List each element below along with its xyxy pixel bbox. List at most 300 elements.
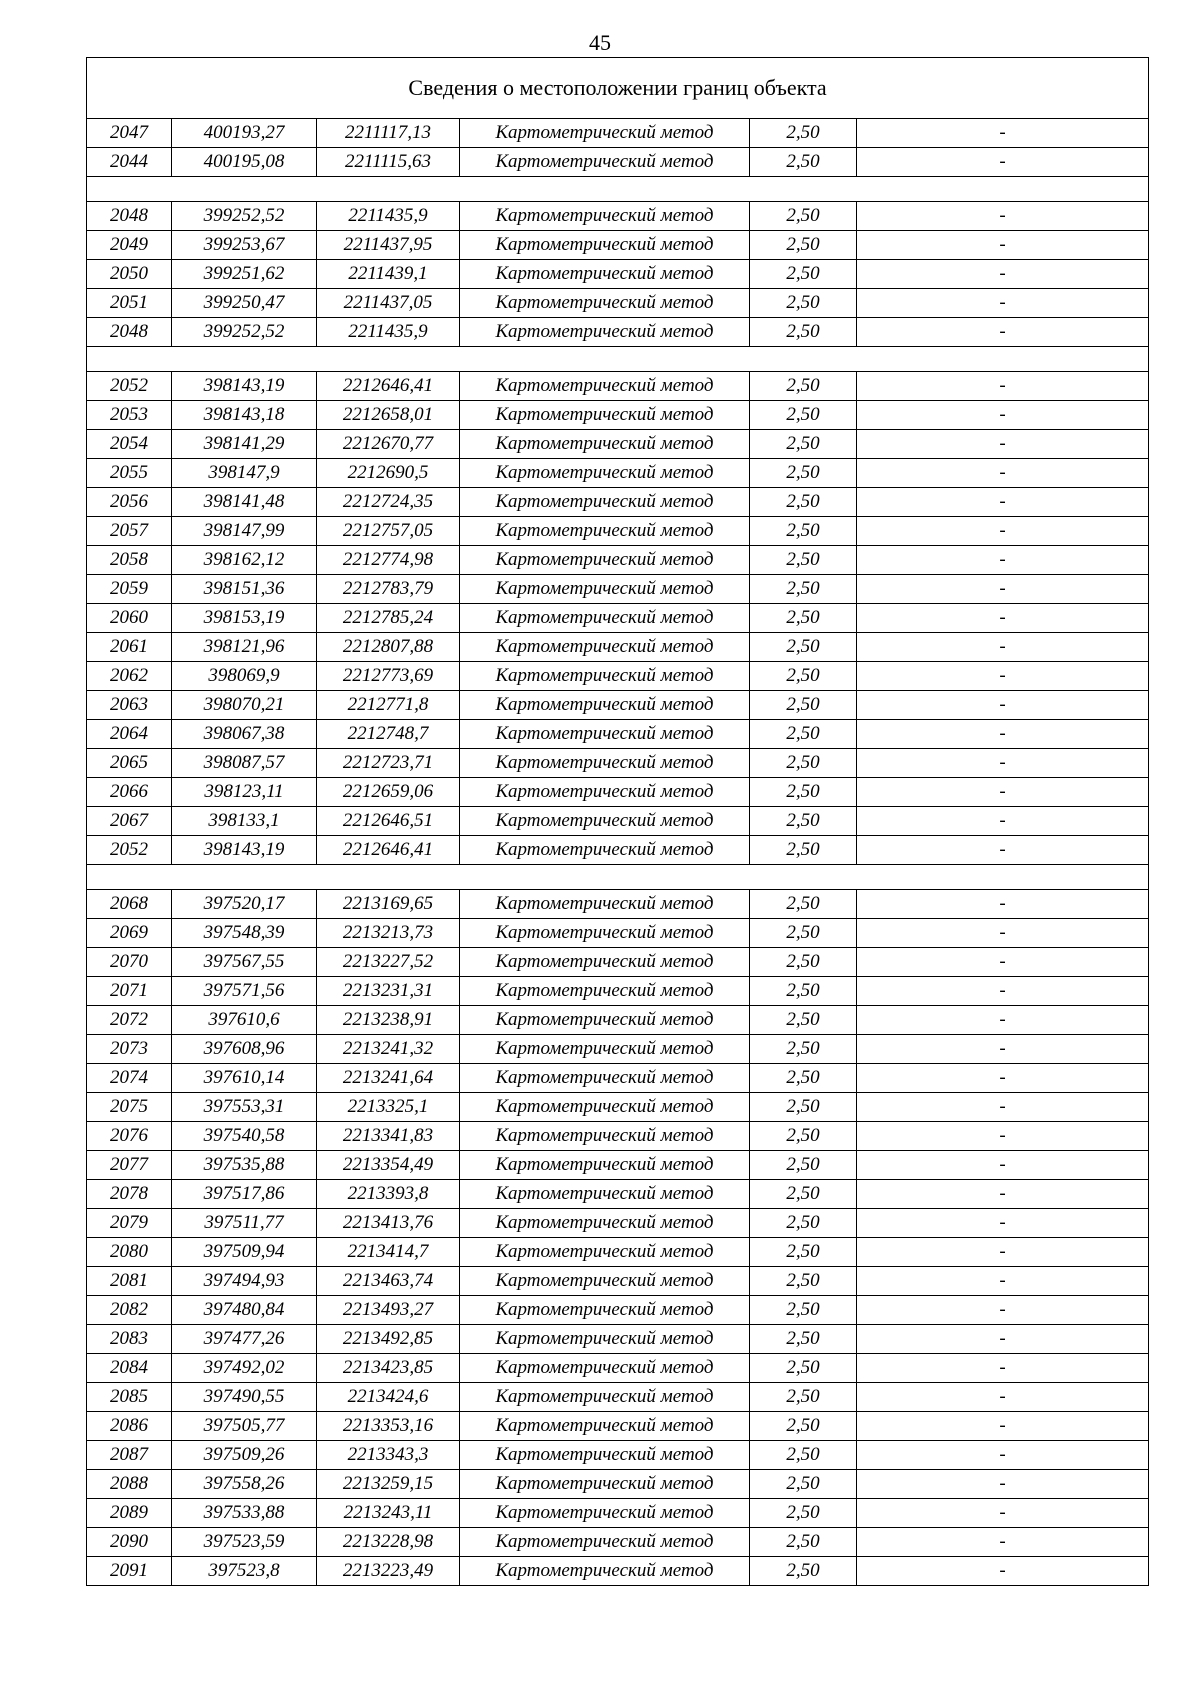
method-cell: Картометрический метод <box>460 1470 750 1499</box>
description-cell: - <box>857 749 1149 778</box>
accuracy-cell: 2,50 <box>750 1064 857 1093</box>
point-number-cell: 2080 <box>87 1238 172 1267</box>
table-row <box>87 260 1149 289</box>
method-cell: Картометрический метод <box>460 1209 750 1238</box>
point-number-cell: 2047 <box>87 119 172 148</box>
x-coordinate-cell: 398133,1 <box>172 807 317 836</box>
table-row <box>87 1180 1149 1209</box>
y-coordinate-cell: 2211437,95 <box>317 231 460 260</box>
y-coordinate-cell: 2211435,9 <box>317 318 460 347</box>
description-cell: - <box>857 1557 1149 1586</box>
table-row <box>87 546 1149 575</box>
point-number-cell: 2050 <box>87 260 172 289</box>
method-cell: Картометрический метод <box>460 1412 750 1441</box>
accuracy-cell: 2,50 <box>750 1093 857 1122</box>
method-cell: Картометрический метод <box>460 1006 750 1035</box>
point-number-cell: 2053 <box>87 401 172 430</box>
x-coordinate-cell: 397509,94 <box>172 1238 317 1267</box>
group-separator-row <box>87 347 1149 372</box>
x-coordinate-cell: 400195,08 <box>172 148 317 177</box>
y-coordinate-cell: 2212773,69 <box>317 662 460 691</box>
y-coordinate-cell: 2212646,51 <box>317 807 460 836</box>
y-coordinate-cell: 2213243,11 <box>317 1499 460 1528</box>
table-row <box>87 1296 1149 1325</box>
accuracy-cell: 2,50 <box>750 807 857 836</box>
accuracy-cell: 2,50 <box>750 633 857 662</box>
description-cell: - <box>857 1528 1149 1557</box>
x-coordinate-cell: 397567,55 <box>172 948 317 977</box>
y-coordinate-cell: 2212670,77 <box>317 430 460 459</box>
y-coordinate-cell: 2212771,8 <box>317 691 460 720</box>
x-coordinate-cell: 399252,52 <box>172 318 317 347</box>
description-cell: - <box>857 1325 1149 1354</box>
accuracy-cell: 2,50 <box>750 604 857 633</box>
y-coordinate-cell: 2212659,06 <box>317 778 460 807</box>
table-row <box>87 202 1149 231</box>
accuracy-cell: 2,50 <box>750 1354 857 1383</box>
x-coordinate-cell: 398151,36 <box>172 575 317 604</box>
accuracy-cell: 2,50 <box>750 1383 857 1412</box>
method-cell: Картометрический метод <box>460 546 750 575</box>
point-number-cell: 2082 <box>87 1296 172 1325</box>
accuracy-cell: 2,50 <box>750 948 857 977</box>
x-coordinate-cell: 397523,8 <box>172 1557 317 1586</box>
point-number-cell: 2048 <box>87 318 172 347</box>
description-cell: - <box>857 691 1149 720</box>
x-coordinate-cell: 399251,62 <box>172 260 317 289</box>
description-cell: - <box>857 633 1149 662</box>
table-row <box>87 691 1149 720</box>
description-cell: - <box>857 1470 1149 1499</box>
group-separator-row <box>87 177 1149 202</box>
table-row <box>87 1499 1149 1528</box>
method-cell: Картометрический метод <box>460 1528 750 1557</box>
x-coordinate-cell: 398141,29 <box>172 430 317 459</box>
accuracy-cell: 2,50 <box>750 1180 857 1209</box>
x-coordinate-cell: 397480,84 <box>172 1296 317 1325</box>
point-number-cell: 2064 <box>87 720 172 749</box>
x-coordinate-cell: 397558,26 <box>172 1470 317 1499</box>
description-cell: - <box>857 1093 1149 1122</box>
point-number-cell: 2061 <box>87 633 172 662</box>
method-cell: Картометрический метод <box>460 488 750 517</box>
description-cell: - <box>857 148 1149 177</box>
y-coordinate-cell: 2213241,64 <box>317 1064 460 1093</box>
description-cell: - <box>857 1354 1149 1383</box>
method-cell: Картометрический метод <box>460 1238 750 1267</box>
table-row <box>87 919 1149 948</box>
x-coordinate-cell: 399253,67 <box>172 231 317 260</box>
point-number-cell: 2069 <box>87 919 172 948</box>
table-row <box>87 633 1149 662</box>
method-cell: Картометрический метод <box>460 749 750 778</box>
table-title-row <box>87 58 1149 119</box>
table-row <box>87 662 1149 691</box>
method-cell: Картометрический метод <box>460 517 750 546</box>
description-cell: - <box>857 546 1149 575</box>
y-coordinate-cell: 2211117,13 <box>317 119 460 148</box>
accuracy-cell: 2,50 <box>750 1006 857 1035</box>
table-row <box>87 1354 1149 1383</box>
accuracy-cell: 2,50 <box>750 148 857 177</box>
point-number-cell: 2089 <box>87 1499 172 1528</box>
description-cell: - <box>857 260 1149 289</box>
accuracy-cell: 2,50 <box>750 919 857 948</box>
accuracy-cell: 2,50 <box>750 1035 857 1064</box>
description-cell: - <box>857 977 1149 1006</box>
table-row <box>87 1093 1149 1122</box>
x-coordinate-cell: 397520,17 <box>172 890 317 919</box>
method-cell: Картометрический метод <box>460 1441 750 1470</box>
method-cell: Картометрический метод <box>460 401 750 430</box>
y-coordinate-cell: 2213463,74 <box>317 1267 460 1296</box>
method-cell: Картометрический метод <box>460 778 750 807</box>
accuracy-cell: 2,50 <box>750 1122 857 1151</box>
y-coordinate-cell: 2213227,52 <box>317 948 460 977</box>
accuracy-cell: 2,50 <box>750 318 857 347</box>
point-number-cell: 2085 <box>87 1383 172 1412</box>
method-cell: Картометрический метод <box>460 1180 750 1209</box>
method-cell: Картометрический метод <box>460 1325 750 1354</box>
point-number-cell: 2081 <box>87 1267 172 1296</box>
method-cell: Картометрический метод <box>460 633 750 662</box>
table-row <box>87 488 1149 517</box>
accuracy-cell: 2,50 <box>750 890 857 919</box>
x-coordinate-cell: 399250,47 <box>172 289 317 318</box>
point-number-cell: 2086 <box>87 1412 172 1441</box>
description-cell: - <box>857 890 1149 919</box>
table-row <box>87 231 1149 260</box>
x-coordinate-cell: 398067,38 <box>172 720 317 749</box>
x-coordinate-cell: 398147,9 <box>172 459 317 488</box>
point-number-cell: 2051 <box>87 289 172 318</box>
y-coordinate-cell: 2213241,32 <box>317 1035 460 1064</box>
point-number-cell: 2059 <box>87 575 172 604</box>
boundary-table <box>86 57 1149 1586</box>
method-cell: Картометрический метод <box>460 289 750 318</box>
table-row <box>87 1151 1149 1180</box>
table-row <box>87 720 1149 749</box>
accuracy-cell: 2,50 <box>750 119 857 148</box>
x-coordinate-cell: 398143,18 <box>172 401 317 430</box>
group-separator-cell <box>87 347 1149 372</box>
point-number-cell: 2057 <box>87 517 172 546</box>
method-cell: Картометрический метод <box>460 1151 750 1180</box>
accuracy-cell: 2,50 <box>750 1151 857 1180</box>
point-number-cell: 2088 <box>87 1470 172 1499</box>
accuracy-cell: 2,50 <box>750 488 857 517</box>
description-cell: - <box>857 604 1149 633</box>
description-cell: - <box>857 778 1149 807</box>
x-coordinate-cell: 398153,19 <box>172 604 317 633</box>
table-row <box>87 977 1149 1006</box>
table-row <box>87 1557 1149 1586</box>
x-coordinate-cell: 397511,77 <box>172 1209 317 1238</box>
y-coordinate-cell: 2213325,1 <box>317 1093 460 1122</box>
point-number-cell: 2072 <box>87 1006 172 1035</box>
point-number-cell: 2048 <box>87 202 172 231</box>
accuracy-cell: 2,50 <box>750 430 857 459</box>
y-coordinate-cell: 2213354,49 <box>317 1151 460 1180</box>
method-cell: Картометрический метод <box>460 231 750 260</box>
point-number-cell: 2090 <box>87 1528 172 1557</box>
table-row <box>87 778 1149 807</box>
point-number-cell: 2063 <box>87 691 172 720</box>
point-number-cell: 2076 <box>87 1122 172 1151</box>
description-cell: - <box>857 1412 1149 1441</box>
table-row <box>87 1267 1149 1296</box>
y-coordinate-cell: 2213228,98 <box>317 1528 460 1557</box>
table-row <box>87 430 1149 459</box>
table-row <box>87 401 1149 430</box>
description-cell: - <box>857 1064 1149 1093</box>
description-cell: - <box>857 517 1149 546</box>
accuracy-cell: 2,50 <box>750 1557 857 1586</box>
description-cell: - <box>857 1151 1149 1180</box>
accuracy-cell: 2,50 <box>750 977 857 1006</box>
point-number-cell: 2068 <box>87 890 172 919</box>
point-number-cell: 2077 <box>87 1151 172 1180</box>
description-cell: - <box>857 1267 1149 1296</box>
point-number-cell: 2078 <box>87 1180 172 1209</box>
point-number-cell: 2062 <box>87 662 172 691</box>
y-coordinate-cell: 2213341,83 <box>317 1122 460 1151</box>
table-row <box>87 604 1149 633</box>
point-number-cell: 2052 <box>87 372 172 401</box>
y-coordinate-cell: 2213493,27 <box>317 1296 460 1325</box>
description-cell: - <box>857 1209 1149 1238</box>
description-cell: - <box>857 1441 1149 1470</box>
y-coordinate-cell: 2213259,15 <box>317 1470 460 1499</box>
x-coordinate-cell: 398143,19 <box>172 836 317 865</box>
method-cell: Картометрический метод <box>460 720 750 749</box>
description-cell: - <box>857 1006 1149 1035</box>
y-coordinate-cell: 2212723,71 <box>317 749 460 778</box>
table-row <box>87 119 1149 148</box>
accuracy-cell: 2,50 <box>750 517 857 546</box>
description-cell: - <box>857 372 1149 401</box>
method-cell: Картометрический метод <box>460 604 750 633</box>
method-cell: Картометрический метод <box>460 1499 750 1528</box>
description-cell: - <box>857 488 1149 517</box>
table-row <box>87 1238 1149 1267</box>
point-number-cell: 2087 <box>87 1441 172 1470</box>
description-cell: - <box>857 720 1149 749</box>
y-coordinate-cell: 2212658,01 <box>317 401 460 430</box>
x-coordinate-cell: 398121,96 <box>172 633 317 662</box>
accuracy-cell: 2,50 <box>750 202 857 231</box>
table-row <box>87 459 1149 488</box>
method-cell: Картометрический метод <box>460 1296 750 1325</box>
table-row <box>87 1006 1149 1035</box>
x-coordinate-cell: 397610,6 <box>172 1006 317 1035</box>
accuracy-cell: 2,50 <box>750 372 857 401</box>
x-coordinate-cell: 397477,26 <box>172 1325 317 1354</box>
x-coordinate-cell: 398069,9 <box>172 662 317 691</box>
description-cell: - <box>857 662 1149 691</box>
method-cell: Картометрический метод <box>460 948 750 977</box>
accuracy-cell: 2,50 <box>750 575 857 604</box>
y-coordinate-cell: 2212646,41 <box>317 372 460 401</box>
x-coordinate-cell: 398123,11 <box>172 778 317 807</box>
description-cell: - <box>857 289 1149 318</box>
group-separator-row <box>87 865 1149 890</box>
table-row <box>87 749 1149 778</box>
y-coordinate-cell: 2213231,31 <box>317 977 460 1006</box>
accuracy-cell: 2,50 <box>750 459 857 488</box>
accuracy-cell: 2,50 <box>750 836 857 865</box>
description-cell: - <box>857 1499 1149 1528</box>
x-coordinate-cell: 397517,86 <box>172 1180 317 1209</box>
description-cell: - <box>857 1296 1149 1325</box>
accuracy-cell: 2,50 <box>750 1441 857 1470</box>
x-coordinate-cell: 397505,77 <box>172 1412 317 1441</box>
y-coordinate-cell: 2213492,85 <box>317 1325 460 1354</box>
description-cell: - <box>857 318 1149 347</box>
method-cell: Картометрический метод <box>460 1383 750 1412</box>
description-cell: - <box>857 575 1149 604</box>
table-row <box>87 890 1149 919</box>
method-cell: Картометрический метод <box>460 890 750 919</box>
x-coordinate-cell: 398143,19 <box>172 372 317 401</box>
accuracy-cell: 2,50 <box>750 1325 857 1354</box>
point-number-cell: 2066 <box>87 778 172 807</box>
x-coordinate-cell: 397494,93 <box>172 1267 317 1296</box>
y-coordinate-cell: 2212785,24 <box>317 604 460 633</box>
point-number-cell: 2065 <box>87 749 172 778</box>
table-row <box>87 1122 1149 1151</box>
accuracy-cell: 2,50 <box>750 401 857 430</box>
description-cell: - <box>857 231 1149 260</box>
method-cell: Картометрический метод <box>460 372 750 401</box>
description-cell: - <box>857 836 1149 865</box>
table-row <box>87 372 1149 401</box>
method-cell: Картометрический метод <box>460 1267 750 1296</box>
y-coordinate-cell: 2212724,35 <box>317 488 460 517</box>
method-cell: Картометрический метод <box>460 977 750 1006</box>
point-number-cell: 2084 <box>87 1354 172 1383</box>
table-row <box>87 1383 1149 1412</box>
accuracy-cell: 2,50 <box>750 289 857 318</box>
x-coordinate-cell: 397492,02 <box>172 1354 317 1383</box>
point-number-cell: 2079 <box>87 1209 172 1238</box>
y-coordinate-cell: 2211435,9 <box>317 202 460 231</box>
y-coordinate-cell: 2212774,98 <box>317 546 460 575</box>
accuracy-cell: 2,50 <box>750 778 857 807</box>
table-row <box>87 1470 1149 1499</box>
description-cell: - <box>857 459 1149 488</box>
accuracy-cell: 2,50 <box>750 260 857 289</box>
point-number-cell: 2056 <box>87 488 172 517</box>
x-coordinate-cell: 397610,14 <box>172 1064 317 1093</box>
method-cell: Картометрический метод <box>460 202 750 231</box>
y-coordinate-cell: 2213213,73 <box>317 919 460 948</box>
description-cell: - <box>857 948 1149 977</box>
point-number-cell: 2073 <box>87 1035 172 1064</box>
point-number-cell: 2044 <box>87 148 172 177</box>
accuracy-cell: 2,50 <box>750 1412 857 1441</box>
y-coordinate-cell: 2213423,85 <box>317 1354 460 1383</box>
table-row <box>87 948 1149 977</box>
method-cell: Картометрический метод <box>460 459 750 488</box>
y-coordinate-cell: 2212748,7 <box>317 720 460 749</box>
description-cell: - <box>857 807 1149 836</box>
page-number: 45 <box>589 30 611 55</box>
accuracy-cell: 2,50 <box>750 691 857 720</box>
x-coordinate-cell: 397490,55 <box>172 1383 317 1412</box>
point-number-cell: 2071 <box>87 977 172 1006</box>
accuracy-cell: 2,50 <box>750 720 857 749</box>
x-coordinate-cell: 398070,21 <box>172 691 317 720</box>
accuracy-cell: 2,50 <box>750 1528 857 1557</box>
description-cell: - <box>857 401 1149 430</box>
method-cell: Картометрический метод <box>460 1064 750 1093</box>
table-row <box>87 836 1149 865</box>
point-number-cell: 2083 <box>87 1325 172 1354</box>
description-cell: - <box>857 430 1149 459</box>
table-body <box>87 119 1149 1586</box>
x-coordinate-cell: 397533,88 <box>172 1499 317 1528</box>
x-coordinate-cell: 398141,48 <box>172 488 317 517</box>
accuracy-cell: 2,50 <box>750 1267 857 1296</box>
point-number-cell: 2052 <box>87 836 172 865</box>
y-coordinate-cell: 2211437,05 <box>317 289 460 318</box>
y-coordinate-cell: 2213238,91 <box>317 1006 460 1035</box>
x-coordinate-cell: 398162,12 <box>172 546 317 575</box>
method-cell: Картометрический метод <box>460 119 750 148</box>
method-cell: Картометрический метод <box>460 691 750 720</box>
method-cell: Картометрический метод <box>460 1035 750 1064</box>
point-number-cell: 2075 <box>87 1093 172 1122</box>
y-coordinate-cell: 2212783,79 <box>317 575 460 604</box>
description-cell: - <box>857 919 1149 948</box>
table-row <box>87 1209 1149 1238</box>
accuracy-cell: 2,50 <box>750 546 857 575</box>
x-coordinate-cell: 397523,59 <box>172 1528 317 1557</box>
y-coordinate-cell: 2213393,8 <box>317 1180 460 1209</box>
x-coordinate-cell: 397608,96 <box>172 1035 317 1064</box>
accuracy-cell: 2,50 <box>750 1470 857 1499</box>
point-number-cell: 2091 <box>87 1557 172 1586</box>
y-coordinate-cell: 2213413,76 <box>317 1209 460 1238</box>
method-cell: Картометрический метод <box>460 575 750 604</box>
method-cell: Картометрический метод <box>460 836 750 865</box>
table-row <box>87 575 1149 604</box>
point-number-cell: 2067 <box>87 807 172 836</box>
point-number-cell: 2055 <box>87 459 172 488</box>
group-separator-cell <box>87 865 1149 890</box>
method-cell: Картометрический метод <box>460 1354 750 1383</box>
point-number-cell: 2070 <box>87 948 172 977</box>
method-cell: Картометрический метод <box>460 662 750 691</box>
table-row <box>87 1325 1149 1354</box>
method-cell: Картометрический метод <box>460 1122 750 1151</box>
method-cell: Картометрический метод <box>460 1557 750 1586</box>
y-coordinate-cell: 2212757,05 <box>317 517 460 546</box>
x-coordinate-cell: 397540,58 <box>172 1122 317 1151</box>
table-row <box>87 318 1149 347</box>
description-cell: - <box>857 1035 1149 1064</box>
method-cell: Картометрический метод <box>460 919 750 948</box>
accuracy-cell: 2,50 <box>750 662 857 691</box>
accuracy-cell: 2,50 <box>750 1209 857 1238</box>
accuracy-cell: 2,50 <box>750 1238 857 1267</box>
accuracy-cell: 2,50 <box>750 1296 857 1325</box>
description-cell: - <box>857 119 1149 148</box>
x-coordinate-cell: 397535,88 <box>172 1151 317 1180</box>
y-coordinate-cell: 2211115,63 <box>317 148 460 177</box>
y-coordinate-cell: 2213424,6 <box>317 1383 460 1412</box>
